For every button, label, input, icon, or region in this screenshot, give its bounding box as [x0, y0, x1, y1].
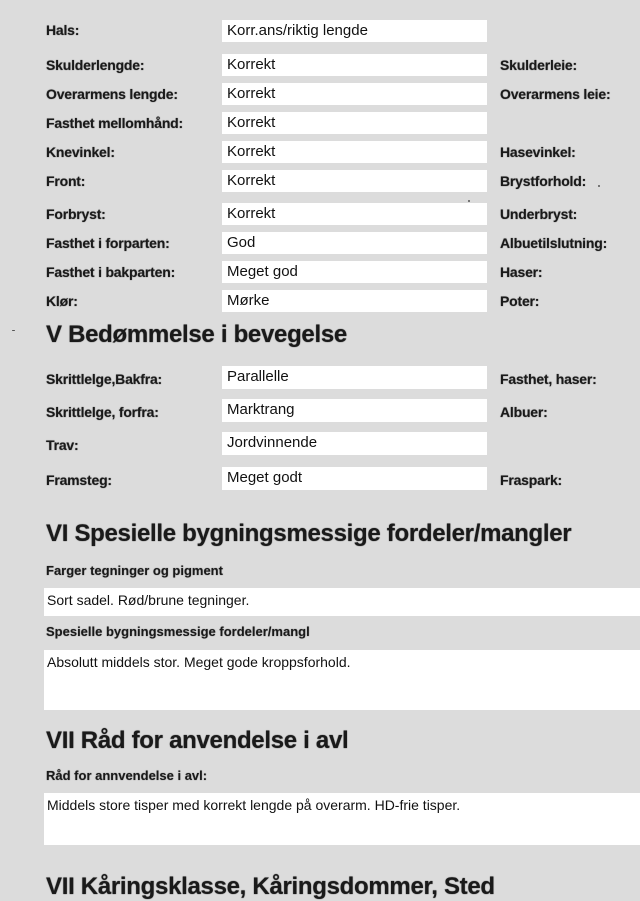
- row-label: Front:: [46, 173, 86, 189]
- row-label: Skulderlengde:: [46, 57, 145, 73]
- value-field[interactable]: Parallelle: [222, 366, 487, 389]
- row-label: Fasthet i bakparten:: [46, 264, 176, 280]
- color-textarea[interactable]: Sort sadel. Rød/brune tegninger.: [44, 588, 640, 616]
- section-heading-movement: V Bedømmelse i bevegelse: [46, 321, 347, 348]
- row-label: Skrittlelge,Bakfra:: [46, 371, 163, 387]
- right-label: Brystforhold:: [500, 173, 587, 189]
- special-label: Spesielle bygningsmessige fordeler/mangl: [46, 624, 310, 639]
- value-field[interactable]: Korrekt: [222, 203, 487, 225]
- right-label: Hasevinkel:: [500, 144, 576, 160]
- value-field[interactable]: Korrekt: [222, 141, 487, 163]
- row-label: Skrittlelge, forfra:: [46, 404, 159, 420]
- value-field[interactable]: Mørke: [222, 290, 487, 312]
- value-field[interactable]: Korrekt: [222, 54, 487, 76]
- advice-textarea[interactable]: Middels store tisper med korrekt lengde på overarm. HD-frie tisper.: [44, 793, 640, 845]
- section-heading-breeding: VII Råd for anvendelse i avl: [46, 727, 349, 754]
- row-label: Knevinkel:: [46, 144, 115, 160]
- special-textarea[interactable]: Absolutt middels stor. Meget gode kroppsforhold.: [44, 650, 640, 710]
- row-label: Forbryst:: [46, 206, 106, 222]
- scan-speck: [468, 200, 470, 202]
- right-label: Poter:: [500, 293, 540, 309]
- value-field[interactable]: Korrekt: [222, 83, 487, 105]
- value-field[interactable]: Korrekt: [222, 170, 487, 192]
- advice-label: Råd for annvendelse i avl:: [46, 768, 208, 783]
- right-label: Fraspark:: [500, 472, 563, 488]
- value-field[interactable]: Meget god: [222, 261, 487, 283]
- right-label: Haser:: [500, 264, 543, 280]
- value-field[interactable]: God: [222, 232, 487, 254]
- row-label: Hals:: [46, 22, 80, 38]
- row-label: Klør:: [46, 293, 78, 309]
- section-heading-special: VI Spesielle bygningsmessige fordeler/mangler: [46, 520, 572, 547]
- scan-speck: [12, 330, 15, 331]
- right-label: Albuer:: [500, 404, 548, 420]
- value-field[interactable]: Meget godt: [222, 467, 487, 490]
- row-label: Overarmens lengde:: [46, 86, 178, 102]
- value-field[interactable]: Marktrang: [222, 399, 487, 422]
- right-label: Albuetilslutning:: [500, 235, 608, 251]
- row-label: Fasthet i forparten:: [46, 235, 170, 251]
- section-heading-class: VII Kåringsklasse, Kåringsdommer, Sted: [46, 873, 495, 900]
- value-field[interactable]: Korr.ans/riktig lengde: [222, 20, 487, 42]
- value-field[interactable]: Korrekt: [222, 112, 487, 134]
- scan-speck: [598, 185, 600, 187]
- color-label: Farger tegninger og pigment: [46, 563, 223, 578]
- right-label: Overarmens leie:: [500, 86, 611, 102]
- row-label: Framsteg:: [46, 472, 112, 488]
- row-label: Fasthet mellomhånd:: [46, 115, 183, 131]
- right-label: Underbryst:: [500, 206, 578, 222]
- value-field[interactable]: Jordvinnende: [222, 432, 487, 455]
- right-label: Fasthet, haser:: [500, 371, 597, 387]
- row-label: Trav:: [46, 437, 79, 453]
- right-label: Skulderleie:: [500, 57, 577, 73]
